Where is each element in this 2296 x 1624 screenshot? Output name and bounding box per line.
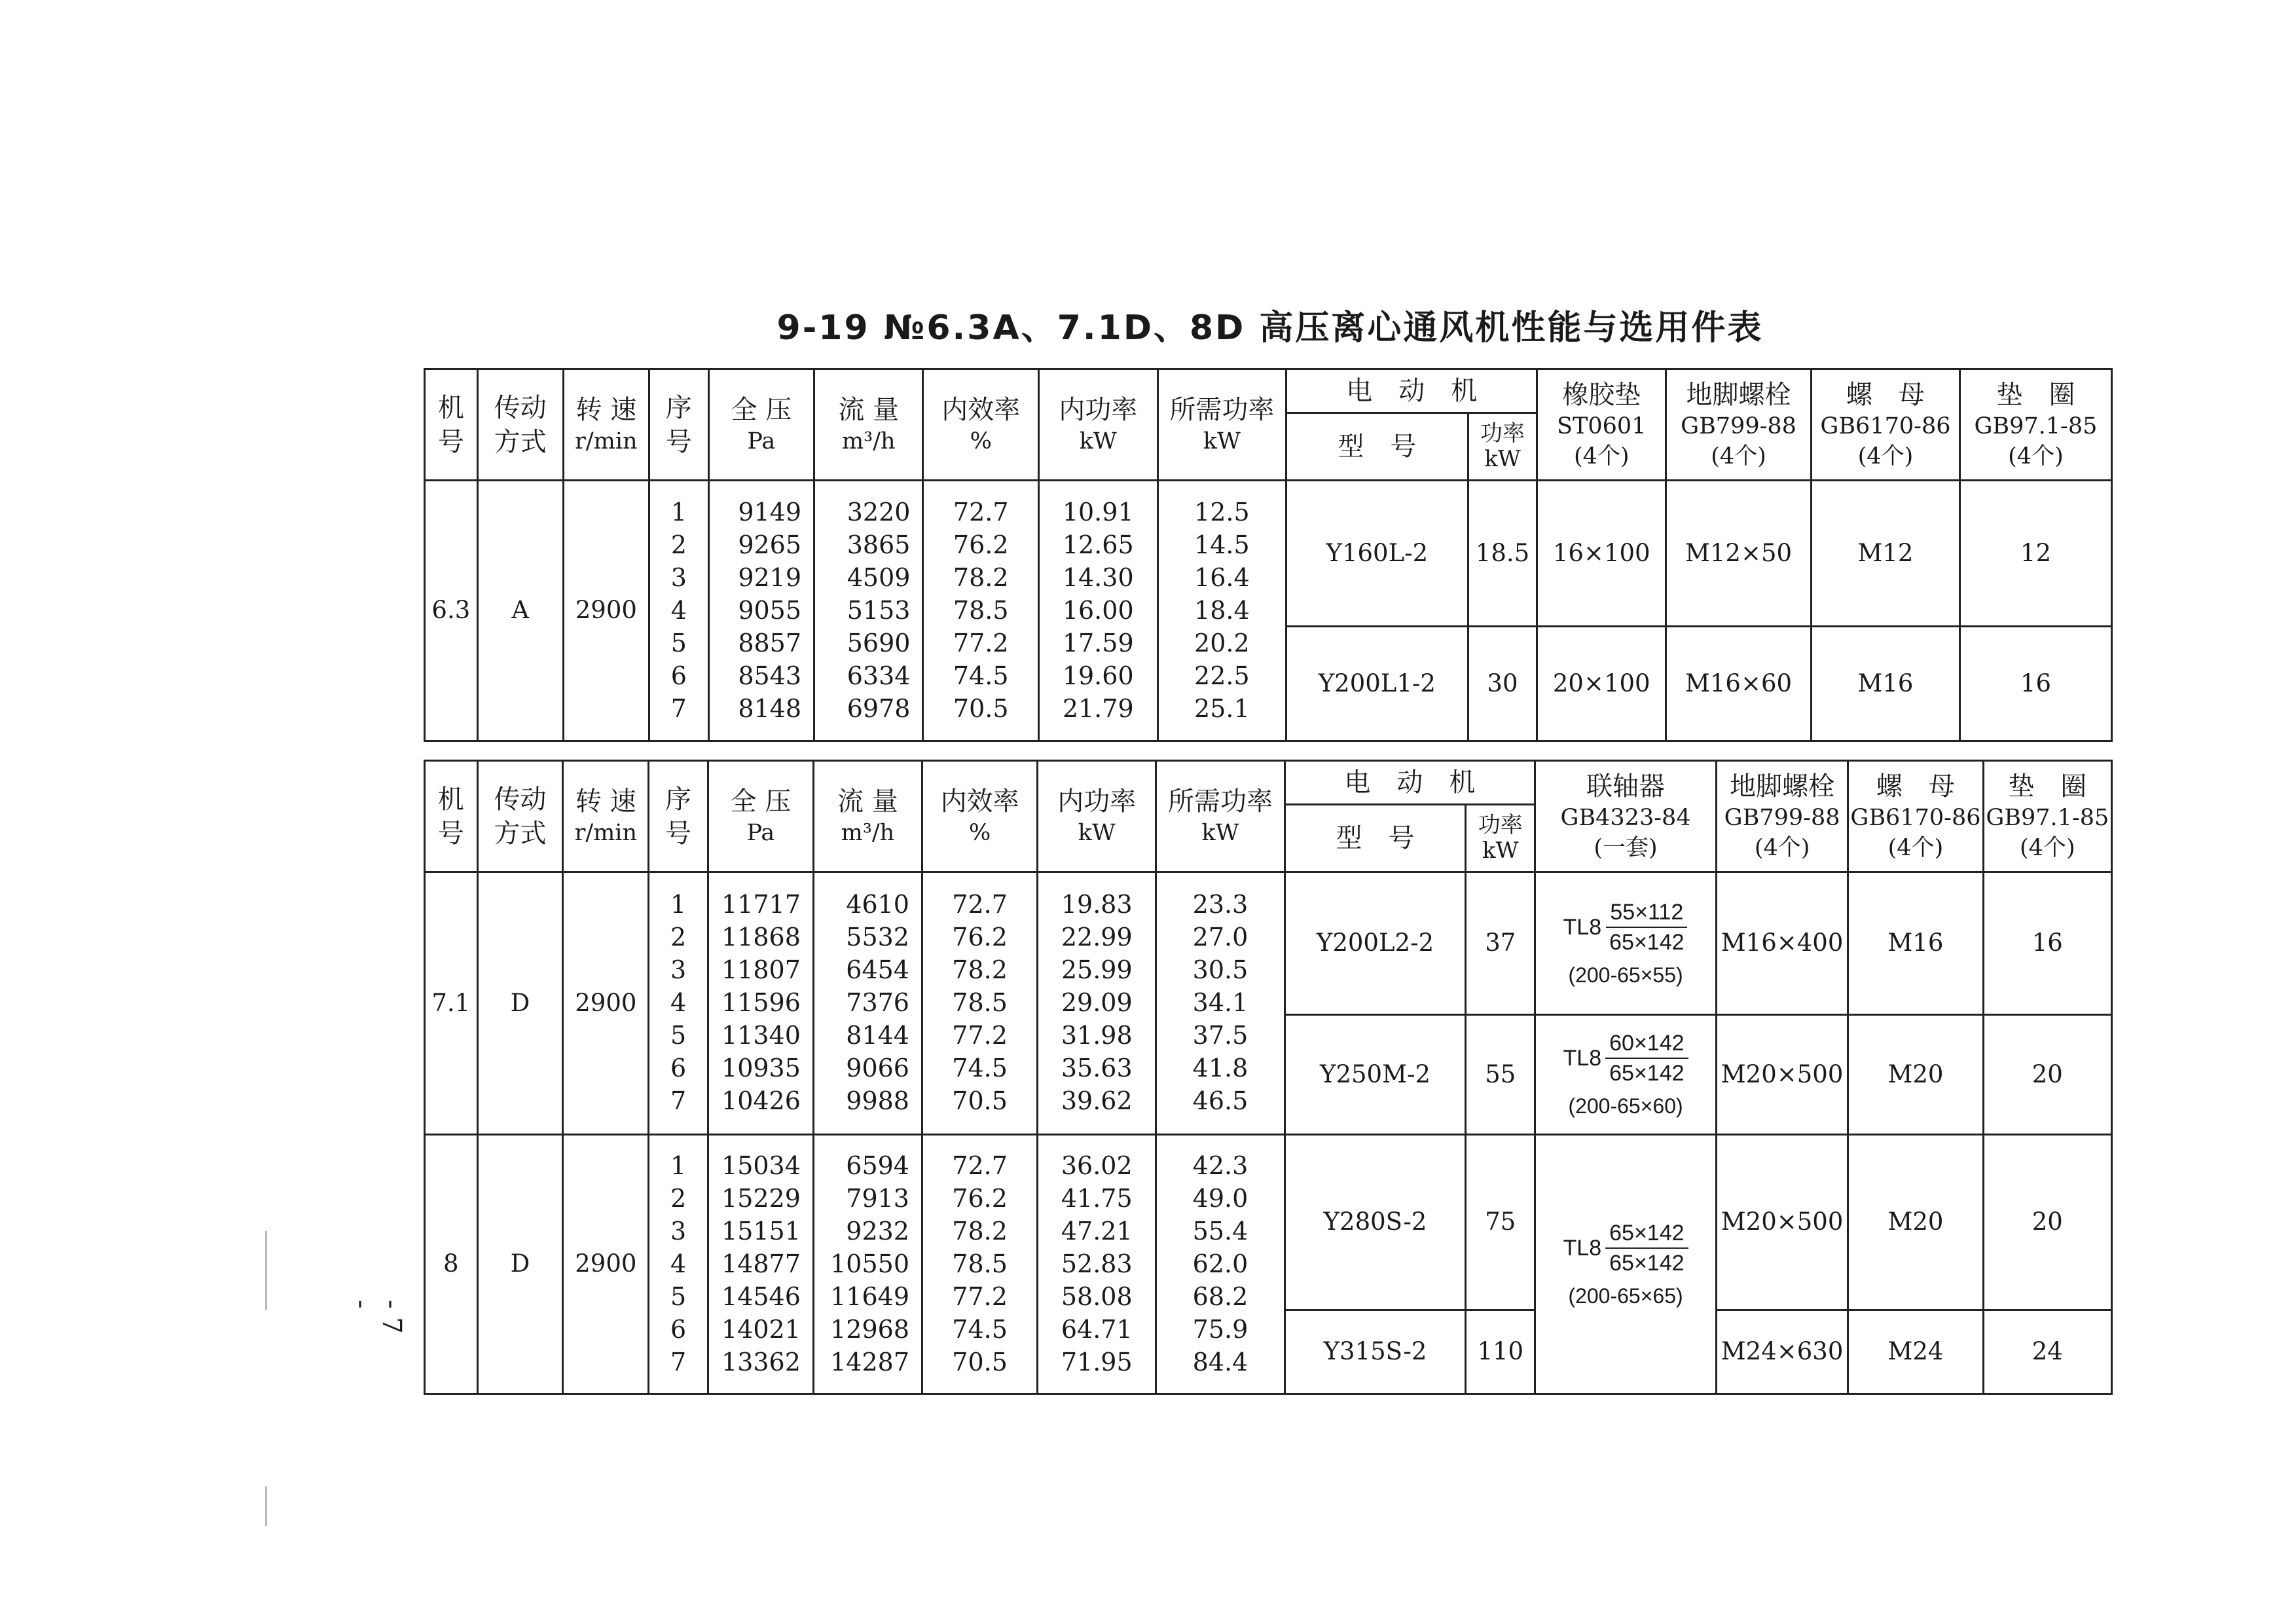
- bolt: M20×500: [1716, 1015, 1848, 1135]
- bolt: M16×400: [1716, 872, 1848, 1015]
- nut: M12: [1811, 481, 1959, 627]
- header-flow: 流 量 m³/h: [814, 369, 923, 481]
- pressure-column: 11717 11868 11807 11596 11340 10935 10426: [708, 872, 813, 1135]
- inner-power-column: 10.91 12.65 14.30 16.00 17.59 19.60 21.79: [1038, 481, 1157, 741]
- motor-power: 55: [1466, 1015, 1535, 1135]
- header-inner-power: 内功率 kW: [1038, 369, 1157, 481]
- motor-power: 110: [1466, 1310, 1535, 1394]
- pressure-column: 15034 15229 15151 14877 14546 14021 13362: [708, 1135, 813, 1394]
- header-flow: 流 量 m³/h: [813, 761, 922, 872]
- seq-column: 1 2 3 4 5 6 7: [649, 1135, 708, 1394]
- coupler: TL8 $\frac{55\times 112}{65\times 142}$ (200-65×55): [1535, 872, 1717, 1015]
- efficiency-column: 72.7 76.2 78.2 78.5 77.2 74.5 70.5: [922, 1135, 1038, 1394]
- page-number: - 7 -: [346, 1300, 407, 1334]
- nut: M20: [1848, 1015, 1983, 1135]
- nut: M16: [1848, 872, 1983, 1015]
- motor-power: 30: [1468, 627, 1537, 741]
- flow-column: 4610 5532 6454 7376 8144 9066 9988: [813, 872, 922, 1135]
- drive-type: D: [477, 1135, 563, 1394]
- seq-column: 1 2 3 4 5 6 7: [649, 481, 708, 741]
- header-bolt: 地脚螺栓 GB799-88 (4个): [1666, 369, 1812, 481]
- nut: M20: [1848, 1135, 1983, 1310]
- washer: 24: [1983, 1310, 2111, 1394]
- header-machine-no: 机 号: [425, 369, 478, 481]
- washer: 16: [1983, 872, 2111, 1015]
- drive-type: D: [477, 872, 563, 1135]
- speed: 2900: [563, 872, 649, 1135]
- req-power-column: 42.3 49.0 55.4 62.0 68.2 75.9 84.4: [1156, 1135, 1285, 1394]
- speed: 2900: [563, 481, 649, 741]
- motor-model: Y200L1-2: [1286, 627, 1468, 741]
- header-seq: 序 号: [649, 369, 708, 481]
- washer: 16: [1959, 627, 2111, 741]
- coupler: TL8 $\frac{60\times 142}{65\times 142}$ (200-65×60): [1535, 1015, 1717, 1135]
- scan-mark: [265, 1231, 267, 1310]
- bolt: M12×50: [1666, 481, 1812, 627]
- header-coupler: 联轴器 GB4323-84 (一套): [1535, 761, 1717, 872]
- motor-model: Y160L-2: [1286, 481, 1468, 627]
- req-power-column: 12.5 14.5 16.4 18.4 20.2 22.5 25.1: [1157, 481, 1286, 741]
- header-seq: 序 号: [649, 761, 708, 872]
- header-accessory: 橡胶垫 ST0601 (4个): [1537, 369, 1666, 481]
- washer: 20: [1983, 1015, 2111, 1135]
- motor-power: 75: [1466, 1135, 1535, 1310]
- header-motor-model: 型 号: [1285, 805, 1466, 872]
- bolt: M24×630: [1716, 1310, 1848, 1394]
- pressure-column: 9149 9265 9219 9055 8857 8543 8148: [708, 481, 814, 741]
- coupler: TL8 $\frac{65\times 142}{65\times 142}$ (200-65×65): [1535, 1135, 1717, 1394]
- accessory: 16×100: [1537, 481, 1666, 627]
- header-efficiency: 内效率 %: [922, 761, 1038, 872]
- motor-power: 18.5: [1468, 481, 1537, 627]
- flow-column: 6594 7913 9232 10550 11649 12968 14287: [813, 1135, 922, 1394]
- efficiency-column: 72.7 76.2 78.2 78.5 77.2 74.5 70.5: [922, 872, 1038, 1135]
- washer: 12: [1959, 481, 2111, 627]
- header-motor-model: 型 号: [1286, 413, 1468, 481]
- flow-column: 3220 3865 4509 5153 5690 6334 6978: [814, 481, 923, 741]
- header-efficiency: 内效率 %: [923, 369, 1039, 481]
- machine-no: 8: [425, 1135, 478, 1394]
- nut: M24: [1848, 1310, 1983, 1394]
- seq-column: 1 2 3 4 5 6 7: [649, 872, 708, 1135]
- speed: 2900: [563, 1135, 649, 1394]
- header-motor: 电 动 机: [1285, 761, 1535, 805]
- header-speed: 转 速 r/min: [563, 761, 649, 872]
- motor-model: Y250M-2: [1285, 1015, 1466, 1135]
- efficiency-column: 72.7 76.2 78.2 78.5 77.2 74.5 70.5: [923, 481, 1039, 741]
- header-nut: 螺 母 GB6170-86 (4个): [1848, 761, 1983, 872]
- header-nut: 螺 母 GB6170-86 (4个): [1811, 369, 1959, 481]
- inner-power-column: 19.83 22.99 25.99 29.09 31.98 35.63 39.62: [1038, 872, 1156, 1135]
- header-washer: 垫 圈 GB97.1-85 (4个): [1983, 761, 2111, 872]
- header-req-power: 所需功率 kW: [1157, 369, 1286, 481]
- scan-mark: [265, 1486, 267, 1526]
- header-motor: 电 动 机: [1286, 369, 1537, 413]
- motor-model: Y280S-2: [1285, 1135, 1466, 1310]
- header-req-power: 所需功率 kW: [1156, 761, 1285, 872]
- header-machine-no: 机 号: [425, 761, 478, 872]
- performance-table-1: [424, 368, 2113, 742]
- header-washer: 垫 圈 GB97.1-85 (4个): [1959, 369, 2111, 481]
- bolt: M16×60: [1666, 627, 1812, 741]
- inner-power-column: 36.02 41.75 47.21 52.83 58.08 64.71 71.95: [1038, 1135, 1156, 1394]
- bolt: M20×500: [1716, 1135, 1848, 1310]
- motor-model: Y200L2-2: [1285, 872, 1466, 1015]
- header-pressure: 全 压 Pa: [708, 369, 814, 481]
- machine-no: 6.3: [425, 481, 478, 741]
- req-power-column: 23.3 27.0 30.5 34.1 37.5 41.8 46.5: [1156, 872, 1285, 1135]
- header-motor-power: 功率 kW: [1468, 413, 1537, 481]
- machine-no: 7.1: [425, 872, 478, 1135]
- washer: 20: [1983, 1135, 2111, 1310]
- header-bolt: 地脚螺栓 GB799-88 (4个): [1716, 761, 1848, 872]
- header-inner-power: 内功率 kW: [1038, 761, 1156, 872]
- header-drive: 传动 方式: [477, 761, 563, 872]
- motor-model: Y315S-2: [1285, 1310, 1466, 1394]
- performance-table-2: [424, 760, 2113, 1395]
- motor-power: 37: [1466, 872, 1535, 1015]
- drive-type: A: [477, 481, 563, 741]
- header-motor-power: 功率 kW: [1466, 805, 1535, 872]
- header-speed: 转 速 r/min: [563, 369, 649, 481]
- accessory: 20×100: [1537, 627, 1666, 741]
- page-title: 9-19 №6.3A、7.1D、8D 高压离心通风机性能与选用件表: [776, 308, 1764, 348]
- header-drive: 传动 方式: [477, 369, 563, 481]
- nut: M16: [1811, 627, 1959, 741]
- header-pressure: 全 压 Pa: [708, 761, 813, 872]
